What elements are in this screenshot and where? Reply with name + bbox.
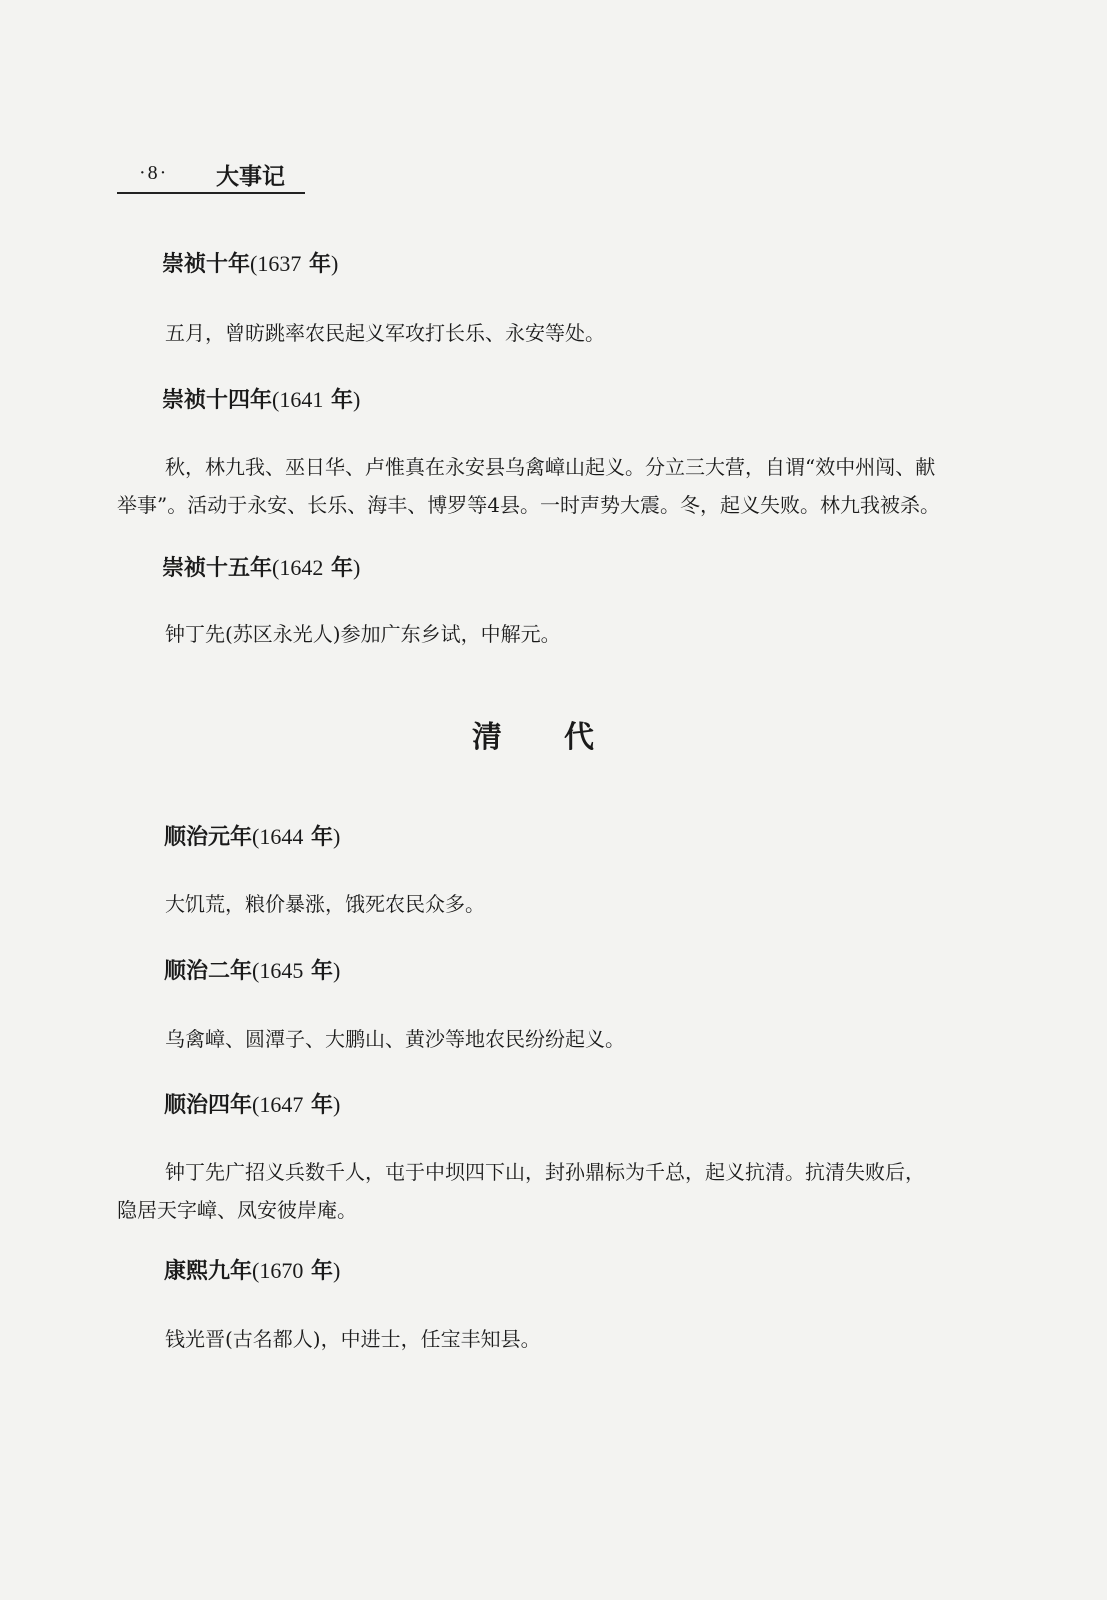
- entry-body: [117, 448, 997, 524]
- year-suffix: 年: [311, 1093, 334, 1118]
- gregorian-year: (1637: [250, 251, 302, 276]
- paren-close: ): [333, 958, 341, 983]
- paren-close: ): [333, 1258, 341, 1283]
- entry-heading: [162, 247, 338, 278]
- entry-body: [117, 615, 997, 653]
- entry-heading: [162, 383, 360, 414]
- paren-close: ): [353, 387, 361, 412]
- entry-heading: [164, 820, 340, 851]
- entry-body: [117, 885, 997, 923]
- year-suffix: 年: [311, 1259, 334, 1284]
- reign-year: 顺治二年: [164, 959, 253, 984]
- entry-heading: [164, 1088, 340, 1119]
- paren-close: ): [331, 251, 339, 276]
- entry-heading: [164, 954, 340, 985]
- gregorian-year: (1645: [252, 958, 304, 983]
- entry-line: 钟丁先广招义兵数千人，屯于中坝四下山，封孙鼎标为千总，起义抗清。抗清失败后，: [165, 1160, 925, 1184]
- paren-close: ): [353, 555, 361, 580]
- entry-line: 隐居天字嶂、凤安彼岸庵。: [117, 1198, 357, 1222]
- gregorian-year: (1670: [252, 1258, 304, 1283]
- gregorian-year: (1642: [272, 555, 324, 580]
- entry-line: 钱光晋(古名都人)，中进士，任宝丰知县。: [165, 1327, 541, 1351]
- year-suffix: 年: [331, 388, 354, 413]
- entry-body: [117, 1153, 997, 1229]
- reign-year: 崇祯十四年: [162, 388, 273, 413]
- gregorian-year: (1647: [252, 1092, 304, 1117]
- reign-year: 顺治四年: [164, 1093, 253, 1118]
- year-suffix: 年: [331, 556, 354, 581]
- entry-line: 秋，林九我、巫日华、卢惟真在永安县乌禽嶂山起义。分立三大营，自谓“效中州闯、献: [165, 455, 936, 479]
- year-suffix: 年: [309, 252, 332, 277]
- entry-heading: [164, 1254, 340, 1285]
- entry-line: 钟丁先(苏区永光人)参加广东乡试，中解元。: [165, 622, 561, 646]
- page-number: ·8·: [139, 162, 169, 184]
- entry-line: 乌禽嶂、圆潭子、大鹏山、黄沙等地农民纷纷起义。: [165, 1027, 625, 1051]
- entry-heading: [162, 551, 360, 582]
- paren-close: ): [333, 1092, 341, 1117]
- entry-body: [117, 1320, 997, 1358]
- gregorian-year: (1644: [252, 824, 304, 849]
- year-suffix: 年: [311, 825, 334, 850]
- section-title: 清代: [472, 720, 656, 755]
- reign-year: 崇祯十年: [162, 252, 251, 277]
- entry-line: 大饥荒，粮价暴涨，饿死农民众多。: [165, 892, 485, 916]
- reign-year: 顺治元年: [164, 825, 253, 850]
- entry-line: 举事”。活动于永安、长乐、海丰、博罗等4县。一时声势大震。冬，起义失败。林九我被杀。: [117, 493, 940, 517]
- gregorian-year: (1641: [272, 387, 324, 412]
- reign-year: 康熙九年: [164, 1259, 253, 1284]
- entry-body: [117, 1020, 997, 1058]
- year-suffix: 年: [311, 959, 334, 984]
- running-title: 大事记: [216, 164, 285, 190]
- entry-line: 五月，曾昉跳率农民起义军攻打长乐、永安等处。: [165, 321, 605, 345]
- running-header: [117, 158, 305, 194]
- paren-close: ): [333, 824, 341, 849]
- entry-body: [117, 314, 997, 352]
- reign-year: 崇祯十五年: [162, 556, 273, 581]
